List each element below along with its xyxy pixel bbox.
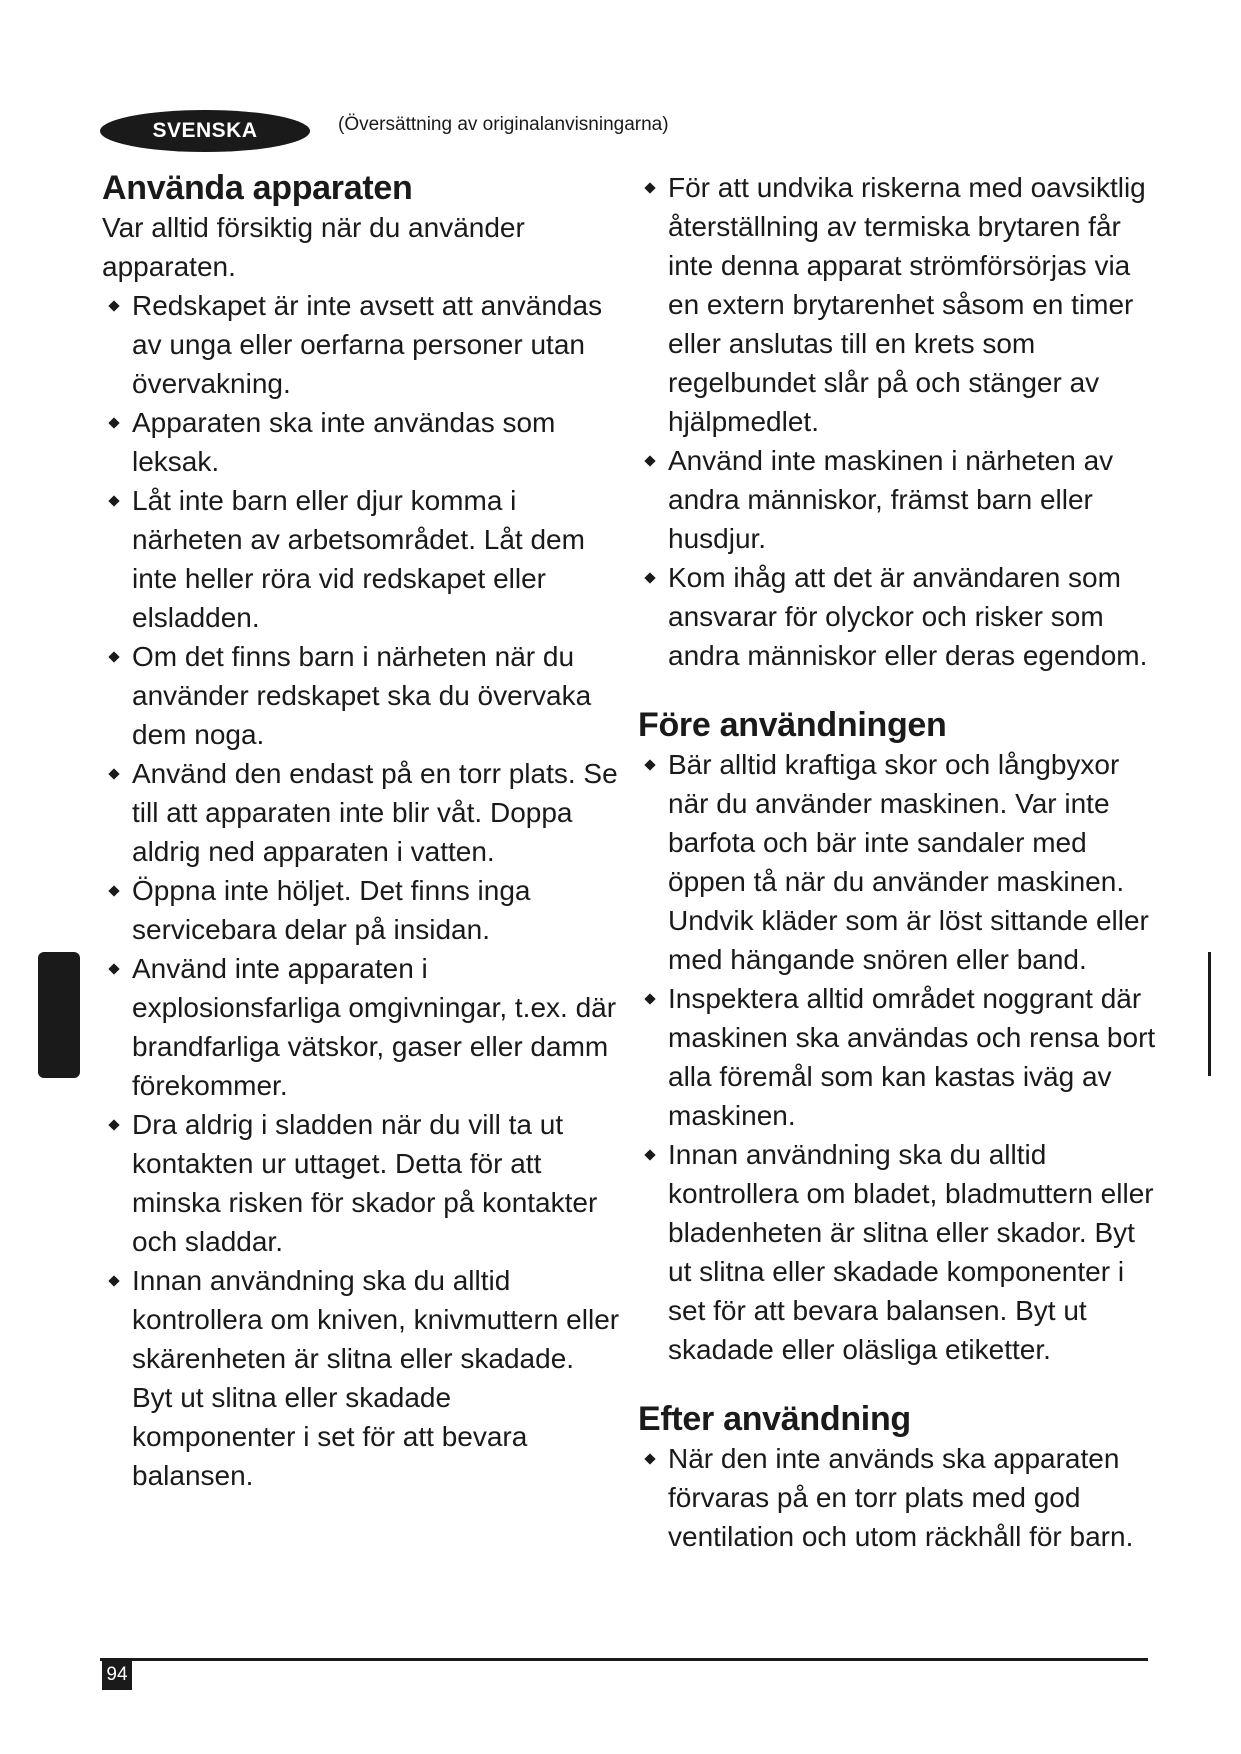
before-use-bullet-list	[638, 745, 1158, 1369]
list-item-text: Använd inte maskinen i närheten av andra människor, främst barn eller husdjur.	[668, 445, 1114, 554]
list-item-text: Använd den endast på en torr plats. Se till att apparaten inte blir våt. Doppa aldrig ned apparaten i vatten.	[132, 758, 618, 867]
diamond-bullet-icon	[108, 1275, 119, 1286]
list-item-text: När den inte används ska apparaten förvaras på en torr plats med god ventilation och utom räckhåll för barn.	[668, 1443, 1134, 1552]
diamond-bullet-icon	[644, 455, 655, 466]
after-use-bullet-list	[638, 1439, 1158, 1556]
list-item-text: Innan användning ska du alltid kontrollera om kniven, knivmuttern eller skärenheten är slitna eller skadade.	[132, 1265, 620, 1374]
diamond-bullet-icon	[108, 963, 119, 974]
diamond-bullet-icon	[108, 300, 119, 311]
list-item-text: Öppna inte höljet. Det finns inga servicebara delar på insidan.	[132, 875, 531, 945]
list-item-text: Redskapet är inte avsett att användas av unga eller oerfarna personer utan övervakning.	[132, 290, 603, 399]
list-item-text: Använd inte apparaten i explosionsfarliga omgivningar, t.ex. där brandfarliga vätskor, gaser eller damm förekommer.	[132, 953, 617, 1101]
diamond-bullet-icon	[644, 759, 655, 770]
list-item-text: För att undvika riskerna med oavsiktlig återställning av termiska brytaren får inte denna apparat strömförsörjas via en extern brytarenhet såsom en timer eller anslutas till en krets som regelbundet slår på och stänger av hjälpmedlet.	[668, 172, 1146, 437]
usage-bullet-list	[102, 286, 622, 1495]
diamond-bullet-icon	[108, 1119, 119, 1130]
list-item	[102, 754, 622, 871]
translation-note: (Översättning av originalanvisningarna)	[338, 114, 669, 135]
list-item-text: Om det finns barn i närheten när du använder redskapet ska du övervaka dem noga.	[132, 641, 592, 750]
list-item-text: Kom ihåg att det är användaren som ansvarar för olyckor och risker som andra människor eller deras egendom.	[668, 562, 1148, 671]
list-item	[638, 168, 1158, 441]
left-column	[102, 168, 622, 1495]
section-heading-before-use: Före användningen	[638, 706, 947, 744]
list-item-text: Apparaten ska inte användas som leksak.	[132, 407, 556, 477]
language-badge: SVENSKA	[100, 110, 310, 152]
diamond-bullet-icon	[644, 993, 655, 1004]
safety-bullet-list	[638, 168, 1158, 675]
list-item-text: Inspektera alltid området noggrant där maskinen ska användas och rensa bort alla föremål som kan kastas iväg av maskinen.	[668, 983, 1156, 1131]
list-item-text: Dra aldrig i sladden när du vill ta ut kontakten ur uttaget. Detta för att minska risken för skador på kontakter och sladdar.	[132, 1109, 598, 1257]
diamond-bullet-icon	[108, 495, 119, 506]
diamond-bullet-icon	[108, 768, 119, 779]
right-column	[638, 168, 1158, 1556]
diamond-bullet-icon	[644, 1453, 655, 1464]
list-item	[638, 1439, 1158, 1556]
list-item-extra-text: Byt ut slitna eller skadade komponenter i set för att bevara balansen.	[132, 1382, 528, 1491]
diamond-bullet-icon	[644, 1149, 655, 1160]
list-item	[102, 481, 622, 637]
list-item	[102, 949, 622, 1105]
list-item-text: Innan användning ska du alltid kontrollera om bladet, bladmuttern eller bladenheten är slitna eller skador. Byt ut slitna eller skadade komponenter i set för att bevara balansen. Byt ut skadade eller oläsliga etiketter.	[668, 1139, 1154, 1365]
list-item	[102, 637, 622, 754]
list-item	[638, 979, 1158, 1135]
section-gap	[638, 1369, 1158, 1399]
diamond-bullet-icon	[108, 417, 119, 428]
thumb-tab	[38, 952, 80, 1078]
section-gap	[638, 675, 1158, 705]
list-item	[102, 1105, 622, 1261]
list-item	[638, 1135, 1158, 1369]
diamond-bullet-icon	[108, 885, 119, 896]
diamond-bullet-icon	[108, 651, 119, 662]
list-item	[102, 871, 622, 949]
section-heading-after-use: Efter användning	[638, 1400, 911, 1438]
list-item	[638, 558, 1158, 675]
diamond-bullet-icon	[644, 572, 655, 583]
list-item	[638, 745, 1158, 979]
list-item-text: Låt inte barn eller djur komma i närheten av arbetsområdet. Låt dem inte heller röra vid redskapet eller elsladden.	[132, 485, 585, 633]
right-margin-marker	[1208, 952, 1211, 1076]
list-item	[638, 441, 1158, 558]
diamond-bullet-icon	[644, 182, 655, 193]
list-item	[102, 286, 622, 403]
section-heading-using: Använda apparaten	[102, 169, 413, 207]
intro-paragraph: Var alltid försiktig när du använder apparaten.	[102, 212, 525, 282]
footer-rule	[100, 1658, 1148, 1661]
page-number: 94	[102, 1660, 132, 1690]
list-item-text: Bär alltid kraftiga skor och långbyxor när du använder maskinen. Var inte barfota och bär inte sandaler med öppen tå när du använder maskinen. Undvik kläder som är löst sittande eller med hängande snören eller band.	[668, 749, 1149, 975]
list-item	[102, 1261, 622, 1495]
list-item	[102, 403, 622, 481]
